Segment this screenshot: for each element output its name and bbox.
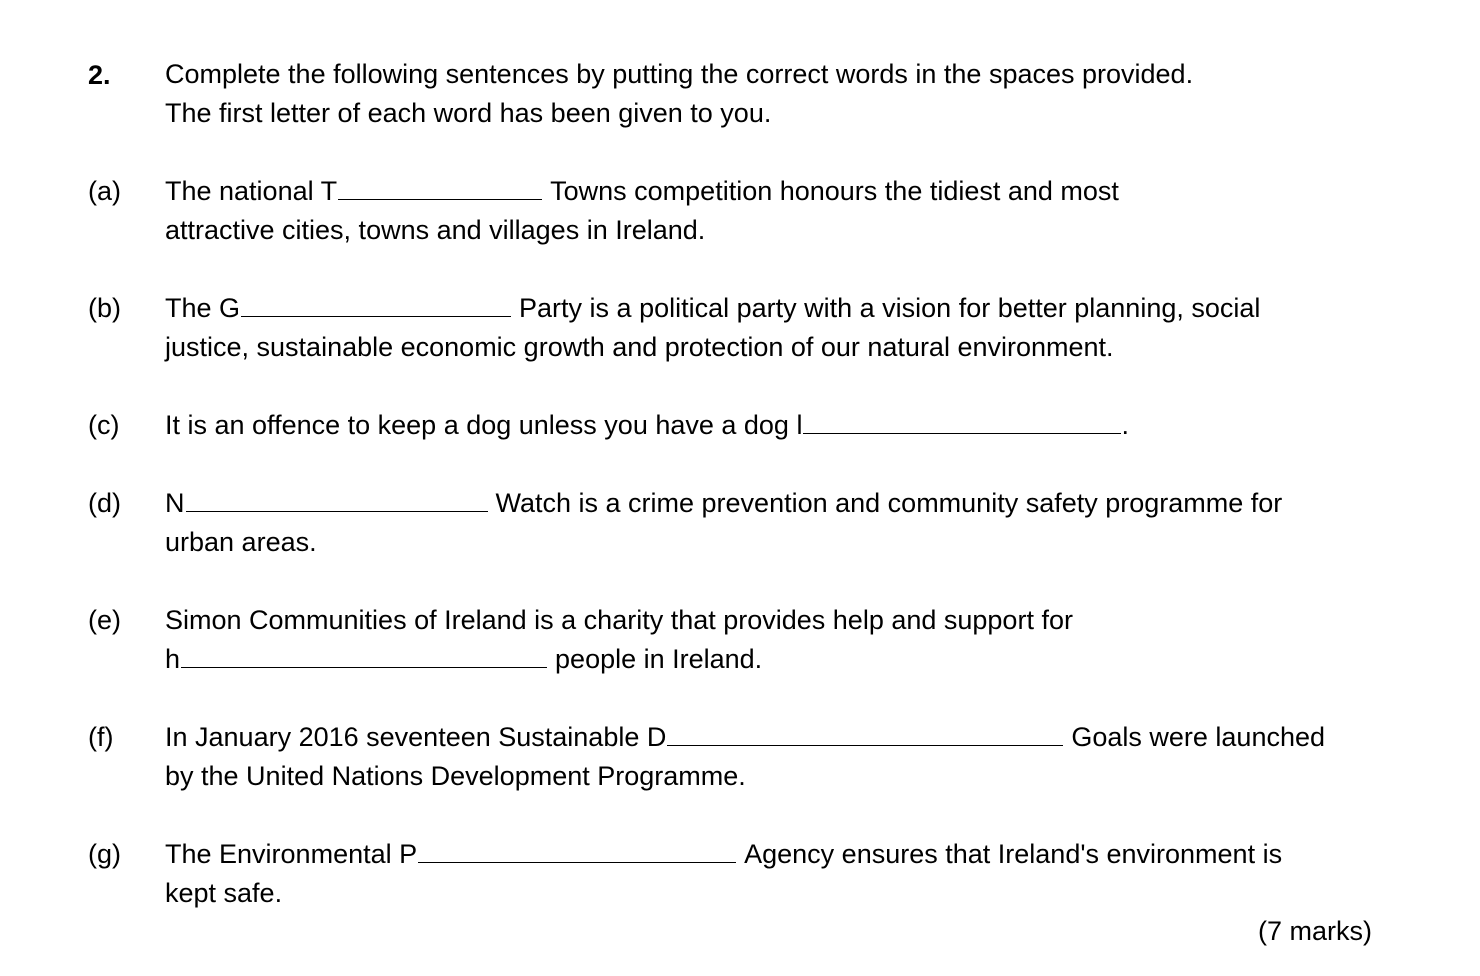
part-g-before: The Environmental P bbox=[165, 839, 418, 869]
instruction-line-1: Complete the following sentences by putting the correct words in the spaces provided. bbox=[165, 59, 1194, 89]
marks-total: (7 marks) bbox=[1258, 916, 1372, 946]
part-d-text bbox=[165, 484, 1405, 562]
part-f-text bbox=[165, 718, 1405, 796]
part-g-text bbox=[165, 835, 1405, 913]
part-g-after: Agency ensures that Ireland's environment is bbox=[744, 839, 1283, 869]
instruction-line-2: The first letter of each word has been given to you. bbox=[165, 98, 772, 128]
part-a-line2: attractive cities, towns and villages in Ireland. bbox=[165, 215, 706, 245]
part-e-after: people in Ireland. bbox=[555, 644, 763, 674]
part-a-text bbox=[165, 172, 1405, 250]
part-b-before: The G bbox=[165, 293, 241, 323]
part-f-line2: by the United Nations Development Programme. bbox=[165, 761, 746, 791]
part-b-answer-blank[interactable] bbox=[241, 290, 511, 317]
part-f-before: In January 2016 seventeen Sustainable D bbox=[165, 722, 667, 752]
part-e-answer-blank[interactable] bbox=[181, 641, 547, 668]
part-a-before: The national T bbox=[165, 176, 338, 206]
part-c-after: . bbox=[1121, 410, 1129, 440]
part-c-answer-blank[interactable] bbox=[803, 407, 1121, 434]
part-d-answer-blank[interactable] bbox=[186, 485, 488, 512]
part-d-before: N bbox=[165, 488, 185, 518]
part-d-line2: urban areas. bbox=[165, 527, 317, 557]
part-a-after: Towns competition honours the tidiest and most bbox=[550, 176, 1119, 206]
part-e-line1: Simon Communities of Ireland is a charity that provides help and support for bbox=[165, 605, 1073, 635]
part-c-before: It is an offence to keep a dog unless you have a dog l bbox=[165, 410, 803, 440]
part-f-label: (f) bbox=[88, 722, 114, 752]
part-d-after: Watch is a crime prevention and community safety programme for bbox=[495, 488, 1283, 518]
part-a-answer-blank[interactable] bbox=[338, 173, 542, 200]
part-g-answer-blank[interactable] bbox=[418, 836, 736, 863]
part-g-label: (g) bbox=[88, 839, 121, 869]
part-e-before: h bbox=[165, 644, 181, 674]
question-number: 2. bbox=[88, 60, 111, 90]
part-f-after: Goals were launched bbox=[1071, 722, 1326, 752]
part-c-text bbox=[165, 406, 1405, 445]
part-f-answer-blank[interactable] bbox=[667, 719, 1063, 746]
part-b-line2: justice, sustainable economic growth and protection of our natural environment. bbox=[165, 332, 1114, 362]
part-g-line2: kept safe. bbox=[165, 878, 283, 908]
part-a-label: (a) bbox=[88, 176, 121, 206]
part-b-after: Party is a political party with a vision for better planning, social bbox=[519, 293, 1261, 323]
part-c-label: (c) bbox=[88, 410, 120, 440]
part-b-text bbox=[165, 289, 1405, 367]
part-e-label: (e) bbox=[88, 605, 121, 635]
part-d-label: (d) bbox=[88, 488, 121, 518]
part-e-text bbox=[165, 601, 1405, 679]
question-instruction bbox=[165, 54, 1395, 132]
part-b-label: (b) bbox=[88, 293, 121, 323]
